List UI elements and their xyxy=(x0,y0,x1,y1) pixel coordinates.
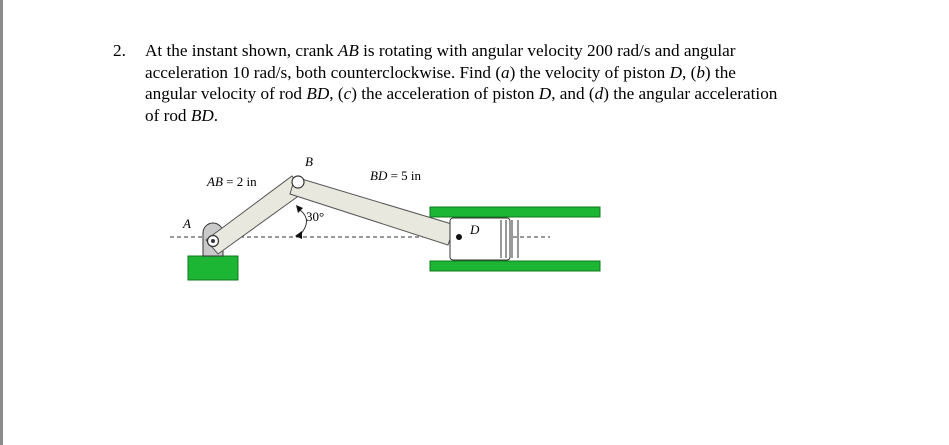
italic-symbol: b xyxy=(696,62,705,82)
ground-support xyxy=(188,256,238,280)
problem-line xyxy=(145,62,843,84)
problem-statement xyxy=(113,40,843,126)
italic-symbol: D xyxy=(669,62,682,82)
text-segment: ) the angular acceleration xyxy=(603,84,778,103)
text-segment: of rod xyxy=(145,105,191,125)
text-segment: , ( xyxy=(329,84,344,103)
text-segment: At the instant shown, crank xyxy=(145,41,338,60)
label-D: D xyxy=(470,222,480,237)
text-segment: angular velocity of rod xyxy=(145,84,307,103)
italic-symbol: a xyxy=(501,62,510,82)
mechanism-figure xyxy=(150,140,620,290)
text-segment: ) the velocity of piston xyxy=(509,62,670,82)
pin-B xyxy=(292,176,304,188)
angle-arrow-bottom xyxy=(295,231,302,239)
label-BD-length: BD = 5 in xyxy=(370,168,422,183)
cylinder-bottom-wall xyxy=(430,261,600,271)
italic-symbol: BD xyxy=(306,84,330,103)
problem-text xyxy=(145,40,843,126)
pin-A-center xyxy=(211,239,215,243)
cylinder-top-wall xyxy=(430,207,600,217)
italic-symbol: D xyxy=(538,84,552,103)
problem-number: 2. xyxy=(113,41,126,60)
label-angle: 30° xyxy=(306,209,325,224)
italic-symbol: AB xyxy=(337,41,359,60)
label-A: A xyxy=(183,216,191,231)
text-segment: . xyxy=(213,105,219,125)
page-left-border xyxy=(0,0,3,445)
text-segment: , ( xyxy=(681,62,697,82)
mechanism-diagram xyxy=(150,140,620,290)
label-B: B xyxy=(305,154,313,169)
text-segment: is rotating with angular velocity 200 rad/s and angular xyxy=(358,41,736,60)
italic-symbol: BD xyxy=(190,105,214,125)
problem-line xyxy=(145,83,843,105)
italic-symbol: c xyxy=(343,84,352,103)
text-segment: acceleration 10 rad/s, both counterclockwise. Find ( xyxy=(145,62,502,82)
text-segment: ) the xyxy=(704,62,736,82)
label-AB-length: AB = 2 in xyxy=(207,174,257,189)
problem-line xyxy=(145,40,843,62)
text-segment: ) the acceleration of piston xyxy=(351,84,539,103)
problem-line xyxy=(145,105,843,127)
text-segment: , and ( xyxy=(551,84,595,103)
pin-D xyxy=(456,234,462,240)
italic-symbol: d xyxy=(594,84,604,103)
